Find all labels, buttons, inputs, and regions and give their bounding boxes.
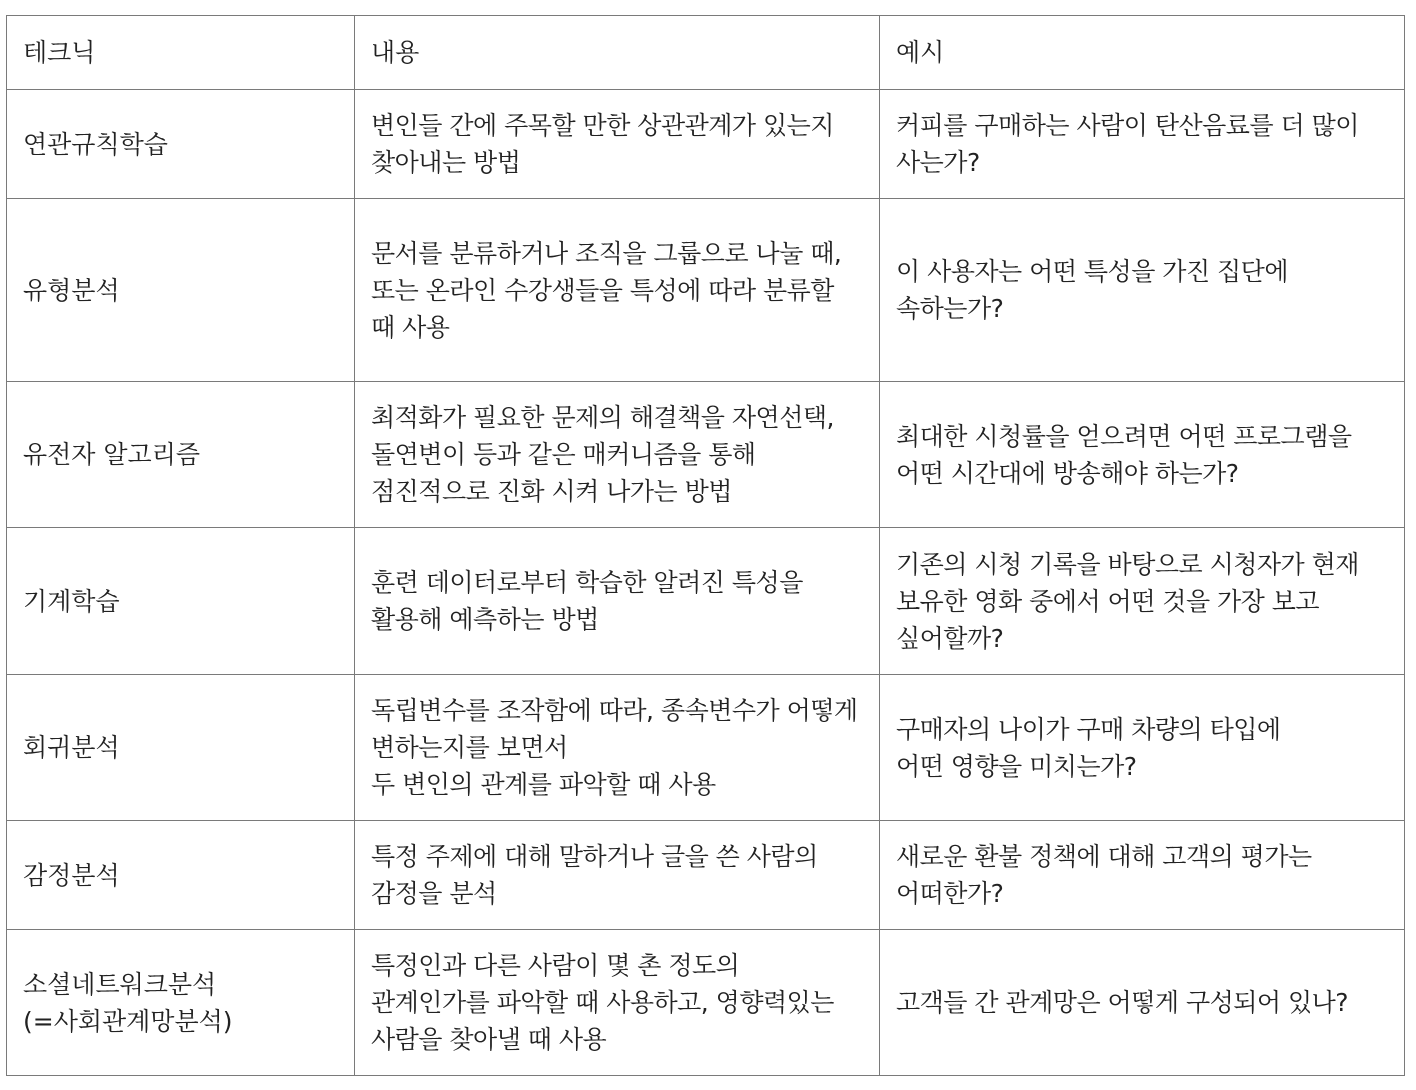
header-technique: 테크닉 [7, 16, 355, 90]
cell-example: 새로운 환불 정책에 대해 고객의 평가는 어떠한가? [880, 821, 1405, 930]
cell-technique: 감정분석 [7, 821, 355, 930]
table-row [7, 675, 1405, 821]
cell-description: 특정 주제에 대해 말하거나 글을 쓴 사람의 감정을 분석 [355, 821, 880, 930]
cell-example: 기존의 시청 기록을 바탕으로 시청자가 현재 보유한 영화 중에서 어떤 것을 가장 보고 싶어할까? [880, 528, 1405, 675]
table-row [7, 382, 1405, 528]
cell-technique: 연관규칙학습 [7, 90, 355, 199]
header-description: 내용 [355, 16, 880, 90]
cell-description: 훈련 데이터로부터 학습한 알려진 특성을 활용해 예측하는 방법 [355, 528, 880, 675]
cell-example: 고객들 간 관계망은 어떻게 구성되어 있나? [880, 930, 1405, 1076]
cell-technique: 회귀분석 [7, 675, 355, 821]
table-body [7, 90, 1405, 1076]
cell-technique: 소셜네트워크분석 (=사회관계망분석) [7, 930, 355, 1076]
cell-description: 문서를 분류하거나 조직을 그룹으로 나눌 때, 또는 온라인 수강생들을 특성에 따라 분류할 때 사용 [355, 199, 880, 382]
cell-description: 독립변수를 조작함에 따라, 종속변수가 어떻게 변하는지를 보면서 두 변인의 관계를 파악할 때 사용 [355, 675, 880, 821]
table-header [7, 16, 1405, 90]
cell-description: 변인들 간에 주목할 만한 상관관계가 있는지 찾아내는 방법 [355, 90, 880, 199]
table-row [7, 90, 1405, 199]
cell-description: 특정인과 다른 사람이 몇 촌 정도의 관계인가를 파악할 때 사용하고, 영향력있는 사람을 찾아낼 때 사용 [355, 930, 880, 1076]
header-row [7, 16, 1405, 90]
cell-example: 커피를 구매하는 사람이 탄산음료를 더 많이 사는가? [880, 90, 1405, 199]
cell-example: 최대한 시청률을 얻으려면 어떤 프로그램을 어떤 시간대에 방송해야 하는가? [880, 382, 1405, 528]
cell-technique: 기계학습 [7, 528, 355, 675]
cell-example: 이 사용자는 어떤 특성을 가진 집단에 속하는가? [880, 199, 1405, 382]
cell-example: 구매자의 나이가 구매 차량의 타입에 어떤 영향을 미치는가? [880, 675, 1405, 821]
table-row [7, 930, 1405, 1076]
table-row [7, 528, 1405, 675]
cell-technique: 유전자 알고리즘 [7, 382, 355, 528]
table-row [7, 821, 1405, 930]
table-row [7, 199, 1405, 382]
header-example: 예시 [880, 16, 1405, 90]
cell-technique: 유형분석 [7, 199, 355, 382]
data-analysis-techniques-table [6, 15, 1405, 1076]
table-wrapper [6, 15, 1405, 1076]
cell-description: 최적화가 필요한 문제의 해결책을 자연선택, 돌연변이 등과 같은 매커니즘을 통해 점진적으로 진화 시켜 나가는 방법 [355, 382, 880, 528]
